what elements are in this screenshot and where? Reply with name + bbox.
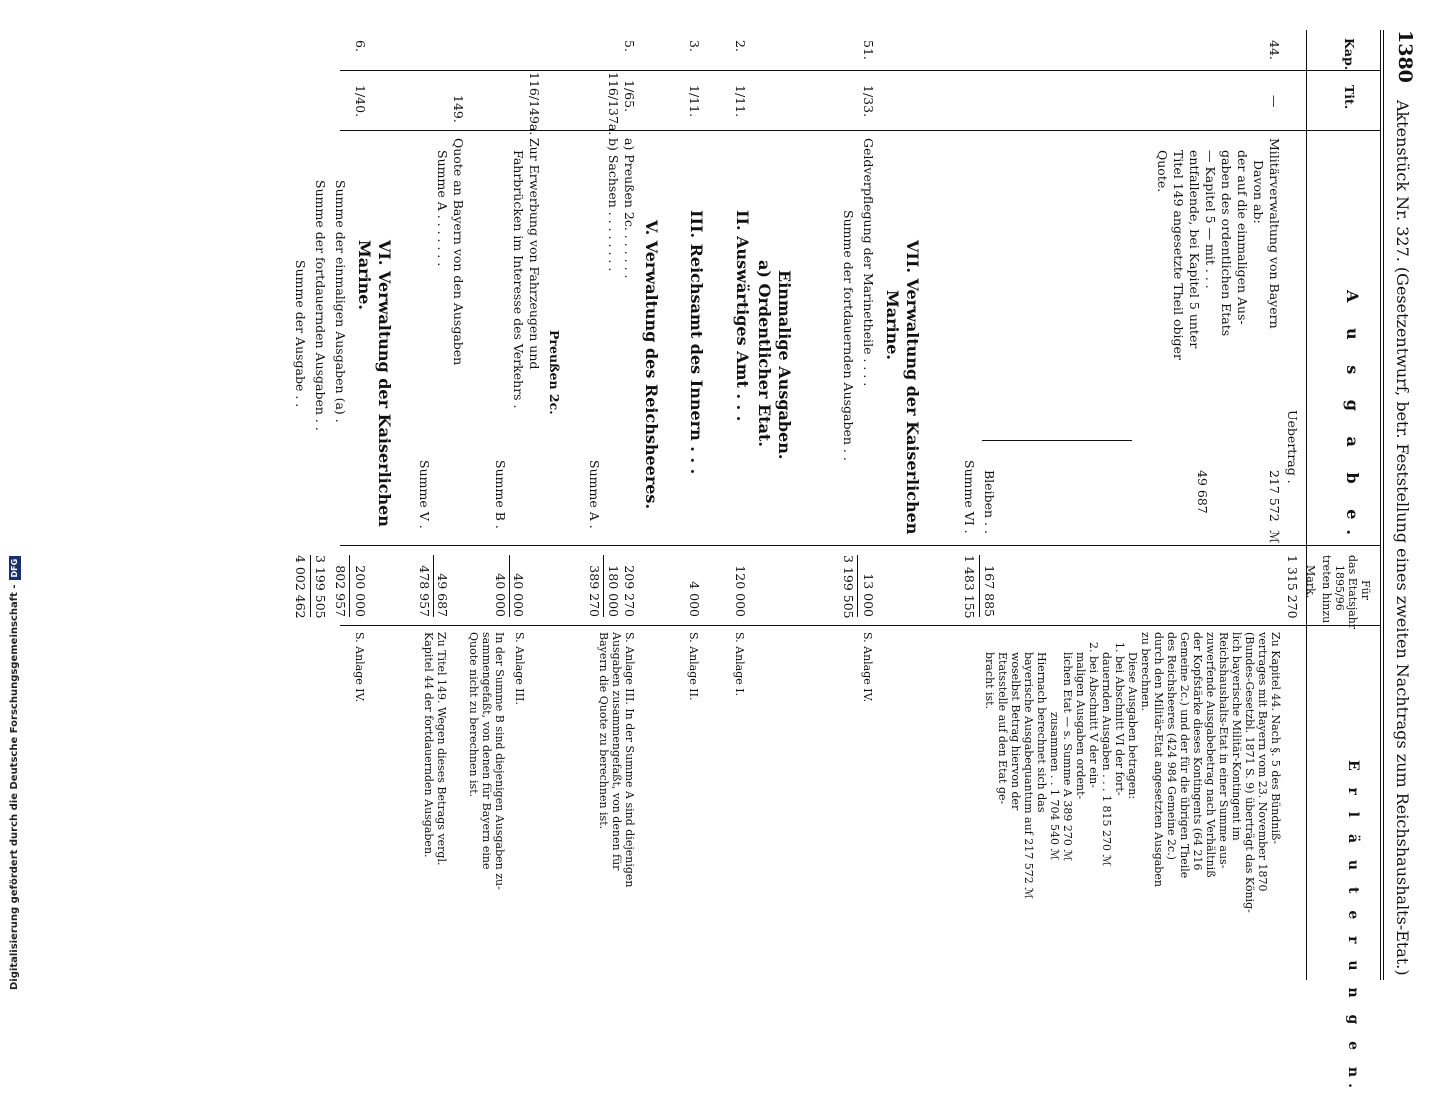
r8-summe-fort: Summe der fortdauernden Ausgaben . . bbox=[313, 180, 328, 431]
note-line: In der Summe B sind diejenigen Ausgaben zu- bbox=[493, 632, 506, 890]
r2-note: S. Anlage IV. bbox=[861, 632, 874, 703]
header-rule bbox=[1383, 30, 1384, 980]
note-line: S. Anlage III. In der Summe A sind diejenigen bbox=[623, 632, 636, 888]
r2-sum-rule bbox=[857, 555, 858, 617]
r6-summe: Summe B . bbox=[493, 460, 508, 529]
erl-line: der Kopfstärke dieses Kontingents (64 216 bbox=[1191, 632, 1204, 871]
r1-text-8: Quote. bbox=[1155, 150, 1170, 193]
r2-tit: 1/33. bbox=[861, 85, 876, 118]
r8-note: S. Anlage IV. bbox=[353, 632, 366, 703]
divider-tit bbox=[340, 130, 1380, 131]
erl-amt: 217 572 ℳ bbox=[1022, 838, 1035, 899]
erl-line bbox=[1061, 632, 1074, 972]
erl-line: zuwerfende Ausgabebetrag nach Verhältniß bbox=[1204, 632, 1217, 878]
erl-line: durch den Militär-Etat angesetzten Ausgaben bbox=[1152, 632, 1165, 887]
r5-amt-a: 209 270 bbox=[622, 565, 637, 617]
r1-text-6: entfallende, bei Kapitel 5 unter bbox=[1187, 150, 1202, 349]
r8-heading: VI. Verwaltung der Kaiserlichen bbox=[375, 240, 394, 527]
r1-text-7: Titel 149 angesetzte Theil obiger bbox=[1171, 150, 1186, 360]
erl-line: (Bundes-Gesetzbl. 1871 S. 9) überträgt das König- bbox=[1243, 632, 1256, 913]
page-number: 1380 bbox=[1394, 30, 1416, 83]
r8-kap: 6. bbox=[353, 40, 368, 52]
divider-kap bbox=[340, 70, 1380, 71]
erl-line bbox=[1100, 632, 1113, 972]
note-line: Kapitel 44 der fortdauernden Ausgaben. bbox=[422, 632, 435, 858]
header-rule-2 bbox=[1380, 30, 1381, 980]
r1-text-1: Militärverwaltung von Bayern bbox=[1267, 138, 1282, 329]
erl-amt: 389 270 ℳ bbox=[1061, 800, 1074, 862]
r1-text-4: gaben des ordentlichen Etats bbox=[1219, 150, 1234, 337]
r3-amount: 120 000 bbox=[733, 565, 748, 617]
r7-summe-v-amt: 478 957 bbox=[417, 565, 432, 617]
r8-summe-fort-amt: 3 199 505 bbox=[313, 555, 328, 619]
erl-text: dauernden Ausgaben . . . bbox=[1100, 652, 1113, 792]
col-amount-4: treten hinzu bbox=[1320, 555, 1333, 624]
note-line: Zu Titel 149. Wegen dieses Betrags vergl. bbox=[435, 632, 448, 866]
r1-currency: ℳ bbox=[1267, 530, 1282, 544]
r1-uebertrag: Uebertrag . bbox=[1285, 410, 1300, 484]
r2-amount: 13 000 bbox=[861, 573, 876, 617]
r8-tit: 1/40. bbox=[353, 85, 368, 118]
col-tit: Tit. bbox=[1342, 85, 1357, 110]
erl-line bbox=[1022, 632, 1035, 972]
r3-tit: 1/11. bbox=[733, 85, 748, 118]
r1-summe-vi: Summe VI . bbox=[962, 460, 977, 534]
erl-line: Gemeine 2c.) und der für die übrigen Theile bbox=[1178, 632, 1191, 879]
r7-note bbox=[422, 632, 448, 865]
r5-tit-b: 116/137a. bbox=[606, 72, 621, 136]
r6-tit: 116/149a. bbox=[527, 72, 542, 136]
r6-heading: Preußen 2c. bbox=[547, 330, 562, 415]
erl-line: Zu Kapitel 44. Nach §. 5 des Bündniß- bbox=[1269, 632, 1282, 845]
r1-text-5: — Kapitel 5 — mit . . . bbox=[1203, 150, 1218, 289]
erl-text: bayerische Ausgabequantum auf bbox=[1022, 652, 1035, 835]
column-header-rule bbox=[1306, 30, 1307, 980]
r2-kap: 51. bbox=[861, 40, 876, 60]
erl-text: lichen Etat — s. Summe A bbox=[1061, 652, 1074, 797]
r1-bleiben-amt: 167 885 bbox=[982, 565, 997, 617]
r7-text-2: Summe A . . . . . . . bbox=[435, 150, 450, 267]
r6-text-2: Fahrbrücken im Interesse des Verkehrs . bbox=[511, 150, 526, 409]
col-amount-unit: Mark. bbox=[1304, 565, 1317, 599]
r7-sum-rule bbox=[433, 555, 434, 617]
r3-heading-3: II. Auswärtiges Amt . . . bbox=[733, 210, 752, 422]
note-line: sammengefaßt, von denen für Bayern eine bbox=[480, 632, 493, 870]
r3-note: S. Anlage I. bbox=[733, 632, 746, 697]
page-title: Aktenstück Nr. 327. (Gesetzentwurf, betr. Feststellung eines zweiten Nachtrags zum Reichshaushalts-Etat.) bbox=[1393, 100, 1412, 976]
r2-text: Geldverpflegung der Marinetheile . . . . bbox=[861, 138, 876, 387]
r6-summe-amt: 40 000 bbox=[493, 573, 508, 617]
col-amount-3: 1895/96 bbox=[1333, 565, 1346, 611]
r1-bracket bbox=[982, 440, 1132, 441]
r4-amount: 4 000 bbox=[687, 581, 702, 617]
erl-line: Diese Ausgaben betragen: bbox=[1126, 652, 1139, 800]
r8-heading-2: Marine. bbox=[355, 240, 374, 310]
r2-heading: VII. Verwaltung der Kaiserlichen bbox=[903, 240, 922, 535]
r3-kap: 2. bbox=[733, 40, 748, 52]
r8-summe-einm: Summe der einmaligen Ausgaben (a) . bbox=[333, 180, 348, 423]
r4-tit: 1/11. bbox=[687, 85, 702, 118]
erl-line: 2. bei Abschnitt V der ein- bbox=[1087, 642, 1100, 788]
divider-amount bbox=[340, 545, 1380, 546]
note-line: Quote nicht zu berechnen ist. bbox=[467, 632, 480, 798]
erl-line: woselbst Betrag hiervon der bbox=[1009, 652, 1022, 811]
erl-line: Hiernach berechnet sich das bbox=[1035, 652, 1048, 813]
r1-tit: — bbox=[1267, 95, 1282, 108]
r5-amt-b: 180 000 bbox=[606, 565, 621, 617]
r3-heading-2: a) Ordentlicher Etat. bbox=[755, 260, 774, 447]
erl-line: Etatsstelle auf den Etat ge- bbox=[996, 652, 1009, 805]
r4-heading: III. Reichsamt des Innern . . . bbox=[687, 210, 706, 475]
dfg-stamp bbox=[6, 470, 24, 990]
r6-amount: 40 000 bbox=[511, 573, 526, 617]
r3-heading: Einmalige Ausgaben. bbox=[775, 270, 794, 460]
r6-sum-rule bbox=[509, 555, 510, 617]
erl-text: zusammen . . bbox=[1048, 712, 1061, 786]
r7-tit: 149. bbox=[451, 95, 466, 123]
r4-note: S. Anlage II. bbox=[687, 632, 700, 701]
r1-summe-vi-amt: 1 483 155 bbox=[962, 555, 977, 619]
stamp-text: Digitalisierung gefördert durch die Deutsche Forschungsgemeinschaft - bbox=[9, 584, 20, 990]
r8-sum-rule bbox=[349, 555, 350, 617]
erl-line: zu berechnen. bbox=[1139, 632, 1152, 712]
r5-note bbox=[597, 632, 636, 888]
r5-heading: V. Verwaltung des Reichsheeres. bbox=[642, 220, 661, 510]
r1-amount: 1 315 270 bbox=[1285, 555, 1300, 619]
r5-text-b: b) Sachsen . . . . . . . . bbox=[606, 138, 621, 272]
erl-line bbox=[1048, 632, 1061, 972]
r1-kap: 44. bbox=[1267, 40, 1282, 60]
r6-note-2 bbox=[467, 632, 506, 890]
r1-sum-rule bbox=[979, 555, 980, 617]
r5-text-a: a) Preußen 2c. . . . . . . bbox=[622, 138, 637, 279]
erl-kap44 bbox=[983, 632, 1282, 972]
r7-text-1: Quote an Bayern von den Ausgaben bbox=[451, 138, 466, 366]
r5-kap: 5. bbox=[622, 40, 637, 52]
erl-line: Reichshaushalts-Etat in einer Summe aus- bbox=[1217, 632, 1230, 869]
r7-summe-v: Summe V . bbox=[417, 460, 432, 529]
r2-summe: Summe der fortdauernden Ausgaben . . bbox=[841, 210, 856, 461]
r2-summe-amt: 3 199 505 bbox=[841, 555, 856, 619]
erl-line: bracht ist. bbox=[983, 652, 996, 710]
divider-erl bbox=[340, 625, 1380, 626]
r5-summe: Summe A . bbox=[587, 460, 602, 529]
erl-line: des Reichsheeres (424 984 Gemeine 2c.) bbox=[1165, 632, 1178, 860]
erl-line: maligen Ausgaben ordent- bbox=[1074, 652, 1087, 800]
note-line: Ausgaben zusammengefaßt, von denen für bbox=[610, 632, 623, 871]
r6-note: S. Anlage III. bbox=[513, 632, 526, 705]
col-kap: Kap. bbox=[1342, 38, 1357, 71]
r8-summe-ausg: Summe der Ausgabe . . bbox=[293, 260, 308, 408]
r8-summe-ausg-amt: 4 002 462 bbox=[293, 555, 308, 619]
r2-heading-2: Marine. bbox=[883, 290, 902, 360]
r8-summe-einm-amt: 802 957 bbox=[333, 565, 348, 617]
r5-sum-rule bbox=[603, 555, 604, 617]
dfg-logo: DFG bbox=[9, 556, 21, 581]
r1-text-3: der auf die einmaligen Aus- bbox=[1235, 150, 1250, 325]
r1-inline-amt-2: 49 687 bbox=[1195, 470, 1210, 514]
col-erlaeuterungen: E r l ä u t e r u n g e n. bbox=[1345, 760, 1361, 1094]
r1-bleiben: Bleiben . . bbox=[982, 470, 997, 534]
r6-text-1: Zur Erwerbung von Fahrzeugen und bbox=[527, 138, 542, 370]
erl-line: lich bayerische Militär-Kontingent im bbox=[1230, 632, 1243, 841]
erl-line: vertrages mit Bayern vom 23. November 1870 bbox=[1256, 632, 1269, 892]
col-amount-2: das Etatsjahr bbox=[1346, 555, 1359, 630]
erl-line: 1. bei Abschnitt VI der fort- bbox=[1113, 642, 1126, 796]
r8-amount: 200 000 bbox=[353, 565, 368, 617]
r1-text-2: Davon ab: bbox=[1251, 160, 1266, 224]
note-line: Bayern die Quote zu berechnen ist. bbox=[597, 632, 610, 830]
r1-inline-amt: 217 572 bbox=[1267, 470, 1282, 522]
r7-amount: 49 687 bbox=[435, 573, 450, 617]
r8-total-rule bbox=[310, 555, 311, 617]
erl-amt: 1 815 270 ℳ bbox=[1100, 795, 1113, 867]
erl-amt: 1 704 540 ℳ bbox=[1048, 789, 1061, 861]
r5-tit-a: 1/65. bbox=[622, 80, 637, 113]
col-ausgabe: A u s g a b e. bbox=[1343, 290, 1362, 545]
col-amount-1: Für bbox=[1359, 580, 1372, 600]
r5-summe-amt: 389 270 bbox=[587, 565, 602, 617]
r4-kap: 3. bbox=[687, 40, 702, 52]
